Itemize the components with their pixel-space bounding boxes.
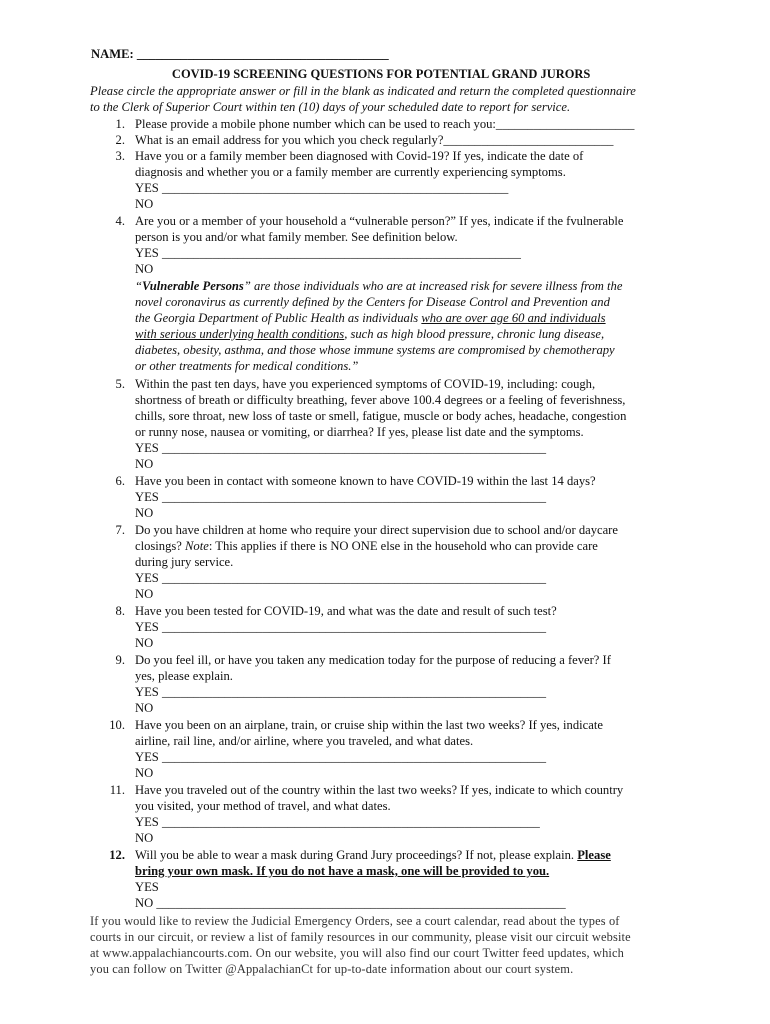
question-12-yes-answer[interactable]: YES	[135, 880, 159, 894]
question-7-text-line-1: Do you have children at home who require your direct supervision due to school and/or daycare	[135, 523, 618, 537]
question-9-yes-answer[interactable]: YES _____________________________________________________________	[135, 685, 547, 699]
vulnerable-definition-line-3	[135, 310, 606, 326]
question-4-text-line-2: person is you and/or what family member. See definition below.	[135, 230, 458, 244]
question-7-line-2-start: closings?	[135, 539, 186, 553]
question-6-number: 6.	[115, 474, 125, 488]
question-10-yes-answer[interactable]: YES _____________________________________________________________	[135, 750, 547, 764]
question-4-yes-answer[interactable]: YES _________________________________________________________	[135, 246, 521, 260]
question-1-number: 1.	[115, 117, 125, 131]
question-5-yes-answer[interactable]: YES _____________________________________________________________	[135, 441, 547, 455]
question-7-no-answer[interactable]: NO	[135, 587, 154, 601]
question-2-text: What is an email address for you which you check regularly?___________________________	[135, 133, 614, 147]
definition-line-3-text: the Georgia Department of Public Health as individuals	[135, 311, 422, 325]
question-3-text-line-2: diagnosis and whether you or a family member are currently experiencing symptoms.	[135, 165, 566, 179]
question-8-no-answer[interactable]: NO	[135, 636, 154, 650]
question-7-yes-answer[interactable]: YES _____________________________________________________________	[135, 571, 547, 585]
question-6-no-answer[interactable]: NO	[135, 506, 154, 520]
question-12-no-answer[interactable]: NO _________________________________________________________________	[135, 896, 566, 910]
question-11-text-line-2: you visited, your method of travel, and what dates.	[135, 799, 391, 813]
vulnerable-definition-line-4	[135, 326, 604, 342]
question-9-no-answer[interactable]: NO	[135, 701, 154, 715]
question-7-text-line-3: during jury service.	[135, 555, 234, 569]
vulnerable-definition-line-2: novel coronavirus as currently defined by the Centers for Disease Control and Prevention and	[135, 295, 610, 309]
question-7-line-2-rest: : This applies if there is NO ONE else in the household who can provide care	[208, 539, 598, 553]
question-5-text-line-4: or runny nose, nausea or vomiting, or diarrhea? If yes, please list date and the symptoms.	[135, 425, 584, 439]
question-11-yes-answer[interactable]: YES ____________________________________________________________	[135, 815, 540, 829]
question-12-text-line-2: bring your own mask. If you do not have a mask, one will be provided to you.	[135, 864, 550, 878]
question-2-number: 2.	[115, 133, 125, 147]
footer-line-2: courts in our circuit, or review a list of family resources in our community, please visit our circuit website	[90, 930, 631, 944]
definition-line-3-underlined: who are over age 60 and individuals	[421, 311, 606, 325]
question-3-yes-answer[interactable]: YES _______________________________________________________	[135, 181, 509, 195]
question-5-text-line-1: Within the past ten days, have you experienced symptoms of COVID-19, including: cough,	[135, 377, 596, 391]
name-field-label: NAME: ________________________________________	[91, 47, 389, 61]
question-8-number: 8.	[115, 604, 125, 618]
document-title: COVID-19 SCREENING QUESTIONS FOR POTENTIAL GRAND JURORS	[171, 67, 591, 81]
question-8-yes-answer[interactable]: YES _____________________________________________________________	[135, 620, 547, 634]
question-5-text-line-2: shortness of breath or difficulty breathing, fever above 100.4 degrees or a feeling of feverishness,	[135, 393, 626, 407]
question-6-text-line-1: Have you been in contact with someone known to have COVID-19 within the last 14 days?	[135, 474, 596, 488]
question-6-yes-answer[interactable]: YES _____________________________________________________________	[135, 490, 547, 504]
question-4-no-answer[interactable]: NO	[135, 262, 154, 276]
vulnerable-definition-line-1	[135, 278, 622, 294]
question-11-no-answer[interactable]: NO	[135, 831, 154, 845]
vulnerable-definition-line-5: diabetes, obesity, asthma, and those whose immune systems are compromised by chemotherapy	[135, 343, 615, 357]
question-7-text-line-2	[135, 538, 598, 554]
question-7-note-label: Note	[185, 539, 209, 553]
footer-line-1: If you would like to review the Judicial Emergency Orders, see a court calendar, read about the types of	[90, 914, 620, 928]
question-11-text-line-1: Have you traveled out of the country within the last two weeks? If yes, indicate to which country	[135, 783, 624, 797]
question-3-number: 3.	[115, 149, 125, 163]
question-11-number: 11.	[109, 783, 125, 797]
question-10-text-line-2: airline, rail line, and/or airline, where you traveled, and what dates.	[135, 734, 474, 748]
question-7-number: 7.	[115, 523, 125, 537]
question-12-line-1-text: Will you be able to wear a mask during Grand Jury proceedings? If not, please explain.	[135, 848, 578, 862]
question-12-text-line-1	[135, 847, 611, 863]
question-5-no-answer[interactable]: NO	[135, 457, 154, 471]
question-9-text-line-1: Do you feel ill, or have you taken any medication today for the purpose of reducing a fever? If	[135, 653, 611, 667]
question-4-text-line-1: Are you or a member of your household a “vulnerable person?” If yes, indicate if the fvulnerable	[135, 214, 624, 228]
question-10-number: 10.	[109, 718, 125, 732]
instructions-line-1: Please circle the appropriate answer or fill in the blank as indicated and return the completed questionnaire	[90, 84, 636, 98]
question-4-number: 4.	[115, 214, 125, 228]
question-8-text-line-1: Have you been tested for COVID-19, and what was the date and result of such test?	[135, 604, 557, 618]
question-3-no-answer[interactable]: NO	[135, 197, 154, 211]
instructions-line-2: to the Clerk of Superior Court within ten (10) days of your scheduled date to report for service.	[90, 100, 571, 114]
question-5-number: 5.	[115, 377, 125, 391]
question-3-text-line-1: Have you or a family member been diagnosed with Covid-19? If yes, indicate the date of	[135, 149, 584, 163]
vulnerable-definition-line-6: or other treatments for medical conditions.”	[135, 359, 359, 373]
question-1-text: Please provide a mobile phone number which can be used to reach you:______________________	[135, 117, 635, 131]
question-12-please-emphasis: Please	[577, 848, 611, 862]
definition-line-4-underlined: with serious underlying health conditions	[135, 327, 345, 341]
question-9-text-line-2: yes, please explain.	[135, 669, 233, 683]
question-10-text-line-1: Have you been on an airplane, train, or cruise ship within the last two weeks? If yes, indicate	[135, 718, 603, 732]
footer-line-3: at www.appalachiancourts.com. On our website, you will also find our court Twitter feed updates, which	[90, 946, 625, 960]
definition-line-1-rest: ” are those individuals who are at increased risk for severe illness from the	[243, 279, 623, 293]
question-10-no-answer[interactable]: NO	[135, 766, 154, 780]
definition-term: Vulnerable Persons	[142, 279, 244, 293]
question-12-number: 12.	[109, 848, 125, 862]
definition-line-4-rest: , such as high blood pressure, chronic lung disease,	[344, 327, 605, 341]
question-9-number: 9.	[115, 653, 125, 667]
question-5-text-line-3: chills, sore throat, new loss of taste or smell, fatigue, muscle or body aches, headache, congestion	[135, 409, 627, 423]
definition-open-quote: “	[135, 279, 143, 293]
footer-line-4: you can follow on Twitter @AppalachianCt for up-to-date information about our court system.	[90, 962, 574, 976]
